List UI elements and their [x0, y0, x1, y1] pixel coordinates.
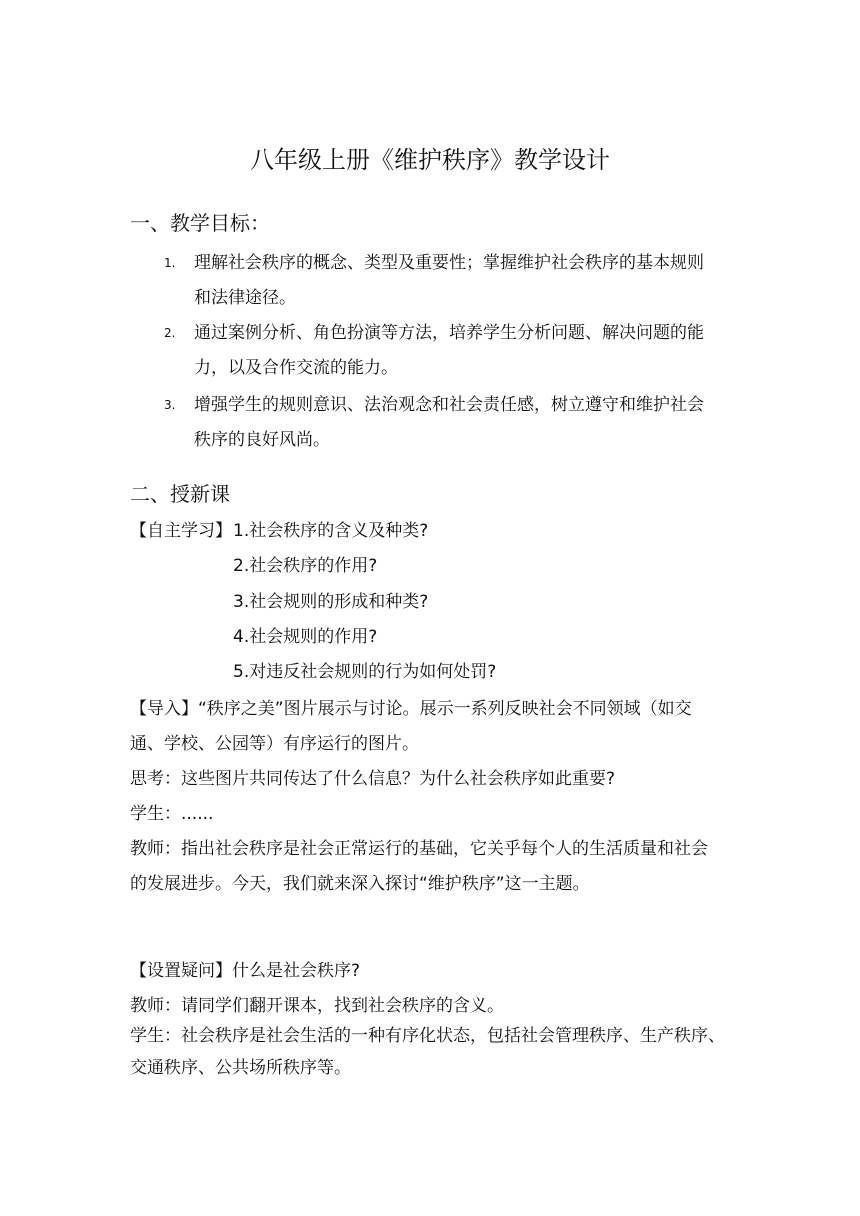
study-question: 2.社会秩序的作用? [233, 556, 378, 576]
teacher-remark: 教师：指出社会秩序是社会正常运行的基础，它关乎每个人的生活质量和社会 [130, 839, 708, 859]
objective-text: 秩序的良好风尚。 [194, 430, 330, 450]
self-study-label: 【自主学习】 [130, 521, 232, 541]
objective-text: 通过案例分析、角色扮演等方法，培养学生分析问题、解决问题的能 [194, 323, 704, 343]
student-answer: 学生：...... [130, 804, 214, 824]
objective-text: 和法律途径。 [194, 288, 296, 308]
study-question: 1.社会秩序的含义及种类? [233, 521, 429, 541]
section-heading-new-lesson: 二、授新课 [130, 482, 230, 506]
objective-number: 2. [164, 326, 176, 340]
objective-text: 增强学生的规则意识、法治观念和社会责任感，树立遵守和维护社会 [194, 395, 704, 415]
objective-number: 3. [164, 398, 176, 412]
objective-number: 1. [164, 256, 176, 270]
intro-paragraph: 通、学校、公园等）有序运行的图片。 [130, 734, 419, 754]
intro-paragraph: 【导入】“秩序之美”图片展示与讨论。展示一系列反映社会不同领域（如交 [130, 699, 692, 719]
study-question: 5.对违反社会规则的行为如何处罚? [233, 662, 497, 682]
teacher-remark: 的发展进步。今天，我们就来深入探讨“维护秩序”这一主题。 [130, 874, 590, 894]
objective-text: 力，以及合作交流的能力。 [194, 358, 398, 378]
study-question: 3.社会规则的形成和种类? [233, 592, 429, 612]
objective-text: 理解社会秩序的概念、类型及重要性；掌握维护社会秩序的基本规则 [194, 253, 704, 273]
section-heading-objectives: 一、教学目标： [130, 211, 270, 235]
think-question: 思考：这些图片共同传达了什么信息？为什么社会秩序如此重要? [130, 769, 616, 789]
question-setting: 【设置疑问】什么是社会秩序? [130, 961, 361, 981]
page-title: 八年级上册《维护秩序》教学设计 [250, 146, 610, 174]
teacher-remark: 教师：请同学们翻开课本，找到社会秩序的含义。 [130, 996, 504, 1016]
study-question: 4.社会规则的作用? [233, 627, 378, 647]
student-answer: 交通秩序、公共场所秩序等。 [130, 1058, 351, 1078]
student-answer: 学生：社会秩序是社会生活的一种有序化状态，包括社会管理秩序、生产秩序、 [130, 1026, 725, 1046]
